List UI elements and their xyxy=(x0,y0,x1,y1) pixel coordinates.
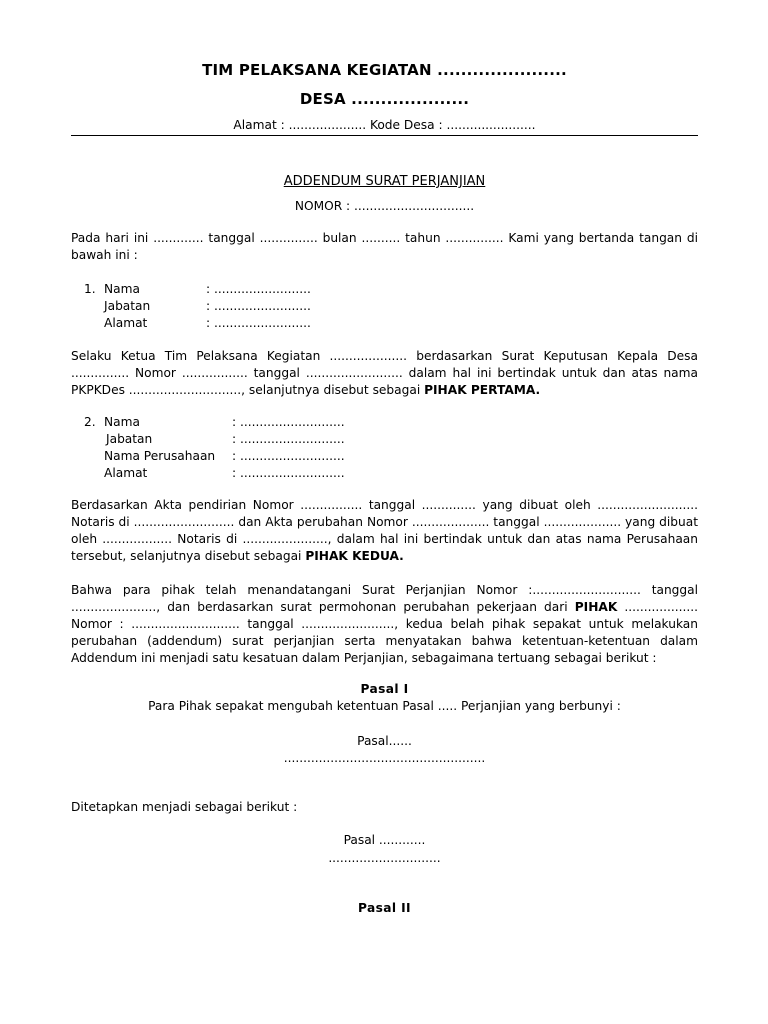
field-value: : ........................... xyxy=(232,415,345,429)
pasal-1-blank: .................................................... xyxy=(283,751,486,765)
party-1-row xyxy=(84,281,311,298)
field-value: : ......................... xyxy=(206,299,311,313)
party-1-list xyxy=(84,281,311,332)
party-1-row xyxy=(84,298,311,315)
party-1-row xyxy=(84,315,311,332)
field-label: Nama xyxy=(104,415,140,429)
field-label: Alamat xyxy=(104,316,148,330)
recital-paragraph: Bahwa para pihak telah menandatangani Surat Perjanjian Nomor :............................ tanggal ......................, dan berdasarkan surat permohonan perubahan pekerjaan dari PIHAK ................... Nomor : ............................ tanggal ........................, kedua belah pihak sepakat untuk melakukan perubahan (addendum) surat perjanjian serta menyatakan bahwa ketentuan-ketentuan dalam Addendum ini menjadi satu kesatuan dalam Perjanjian, sebagaimana tertuang sebagai berikut : xyxy=(71,583,698,665)
ditetapkan-reference: Pasal ............ xyxy=(343,833,426,847)
party-2-row xyxy=(84,465,345,482)
field-value: : ......................... xyxy=(206,316,311,330)
party-1-number: 1. xyxy=(84,282,96,296)
field-label: Nama Perusahaan xyxy=(104,449,216,463)
document-number: NOMOR : ............................... xyxy=(294,199,475,213)
field-label: Jabatan xyxy=(104,299,151,313)
document-title xyxy=(71,173,698,190)
field-value: : ........................... xyxy=(232,432,345,446)
party-2-description: Berdasarkan Akta pendirian Nomor ................ tanggal .............. yang dibuat oleh .......................... Notaris di .......................... dan Akta perubahan Nomor .................... tanggal .................... yang dibuat oleh .................. Notaris di ......................, dalam hal ini bertindak untuk dan atas nama Perusahaan tersebut, selanjutnya disebut sebagai PIHAK KEDUA. xyxy=(71,498,698,563)
party-2-designation: PIHAK KEDUA. xyxy=(305,549,404,563)
ditetapkan-text: Ditetapkan menjadi sebagai berikut : xyxy=(71,800,298,814)
field-value: : ........................... xyxy=(232,449,345,463)
recital-party: PIHAK xyxy=(574,600,618,614)
pasal-1-reference: Pasal...... xyxy=(357,734,412,748)
pasal-1-text: Para Pihak sepakat mengubah ketentuan Pasal ..... Perjanjian yang berbunyi : xyxy=(148,699,621,713)
party-1-description: Selaku Ketua Tim Pelaksana Kegiatan .................... berdasarkan Surat Keputusan Kepala Desa ............... Nomor ................. tanggal ......................... dalam hal ini bertindak untuk dan atas nama PKPKDes ............................., selanjutnya disebut sebagai PIHAK PERTAMA. xyxy=(71,349,698,397)
field-label: Jabatan xyxy=(106,432,153,446)
header-address: Alamat : .................... Kode Desa : ....................... xyxy=(233,118,536,132)
ditetapkan-blank: ............................. xyxy=(328,851,441,865)
document-title-text: ADDENDUM SURAT PERJANJIAN xyxy=(283,174,486,189)
field-value: : ........................... xyxy=(232,466,345,480)
party-2-list xyxy=(84,414,345,482)
header-title: TIM PELAKSANA KEGIATAN ...................... xyxy=(202,61,567,79)
party-2-row xyxy=(84,448,345,465)
party-2-row xyxy=(84,414,345,431)
party-1-designation: PIHAK PERTAMA. xyxy=(424,383,541,397)
party-2-row xyxy=(84,431,345,448)
party-2-number: 2. xyxy=(84,415,96,429)
pasal-1-title: Pasal I xyxy=(360,682,409,696)
field-value: : ......................... xyxy=(206,282,311,296)
intro-paragraph: Pada hari ini ............. tanggal ............... bulan .......... tahun ............... Kami yang bertanda tangan di bawah ini : xyxy=(71,231,698,262)
header-village: DESA .................... xyxy=(299,90,470,108)
field-label: Alamat xyxy=(104,466,148,480)
field-label: Nama xyxy=(104,282,140,296)
header-divider xyxy=(71,135,698,136)
pasal-2-title: Pasal II xyxy=(358,901,411,915)
